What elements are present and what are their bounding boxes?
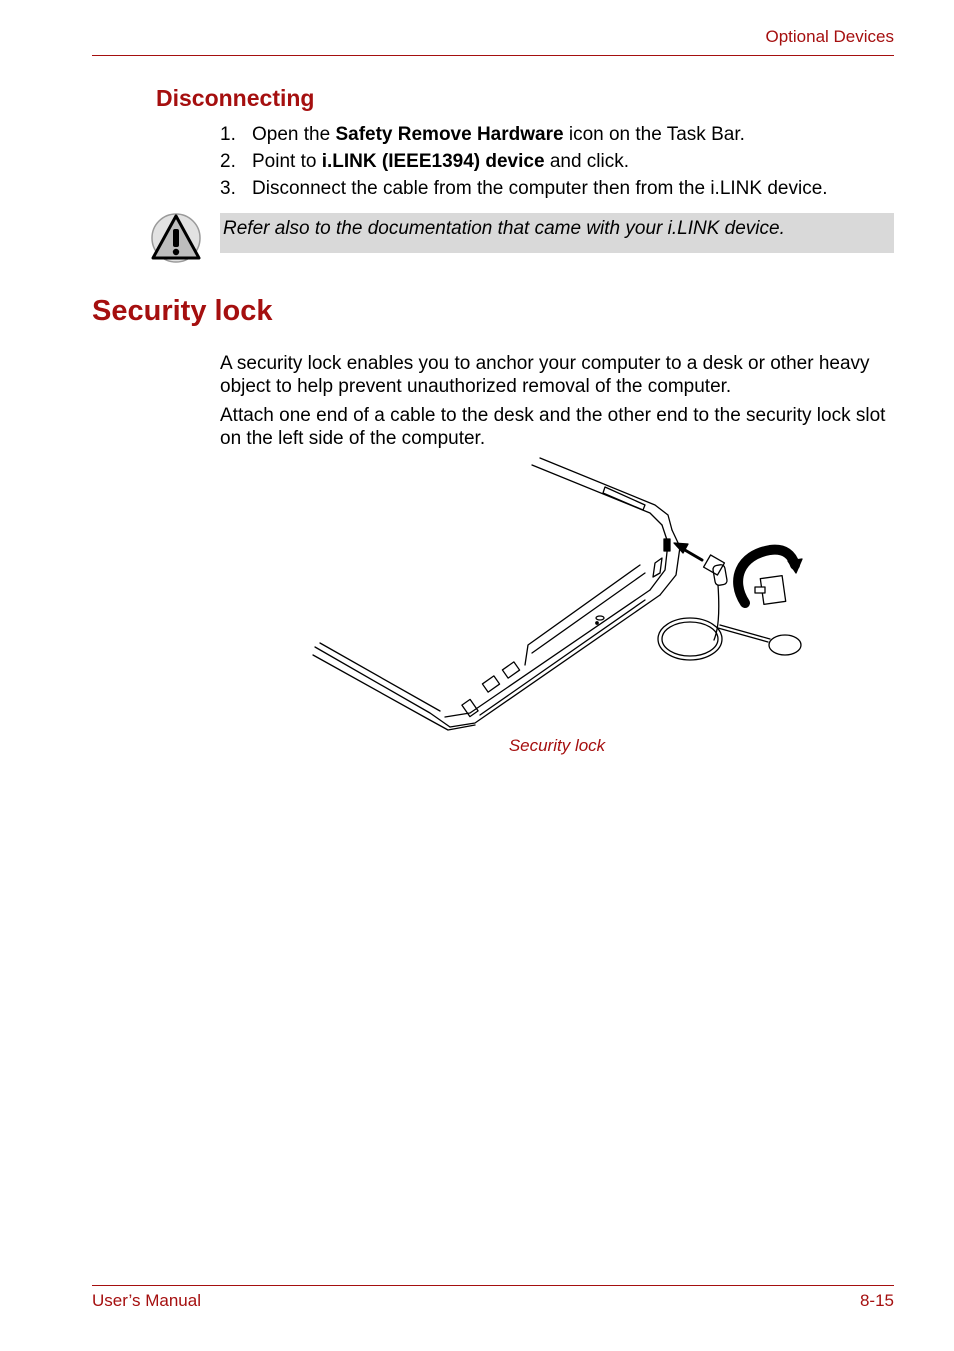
step-number: 2. <box>220 151 236 172</box>
step-text: Point to i.LINK (IEEE1394) device and click. <box>252 151 630 172</box>
body-paragraph: Attach one end of a cable to the desk and the other end to the security lock slot on the left side of the computer. <box>220 405 886 449</box>
step-number: 3. <box>220 178 236 199</box>
footer-rule <box>92 1285 894 1286</box>
security-lock-illustration <box>300 455 820 735</box>
step-text: Disconnect the cable from the computer then from the i.LINK device. <box>252 178 828 199</box>
step-number: 1. <box>220 124 236 145</box>
list-item <box>220 177 894 204</box>
list-item <box>220 123 894 150</box>
figure-caption: Security lock <box>508 736 606 755</box>
footer-title: User’s Manual <box>92 1291 201 1310</box>
section-heading: Security lock <box>92 295 273 327</box>
header-rule <box>92 55 894 56</box>
warning-icon <box>150 212 202 264</box>
body-paragraph: A security lock enables you to anchor your computer to a desk or other heavy object to help prevent unauthorized removal of the computer. <box>220 353 870 397</box>
subsection-heading: Disconnecting <box>156 85 315 111</box>
note-box: Refer also to the documentation that came with your i.LINK device. <box>220 213 894 253</box>
steps-list <box>220 123 894 204</box>
list-item <box>220 150 894 177</box>
running-header: Optional Devices <box>765 27 894 46</box>
page-number: 8-15 <box>859 1291 894 1310</box>
step-text: Open the Safety Remove Hardware icon on the Task Bar. <box>252 124 745 145</box>
